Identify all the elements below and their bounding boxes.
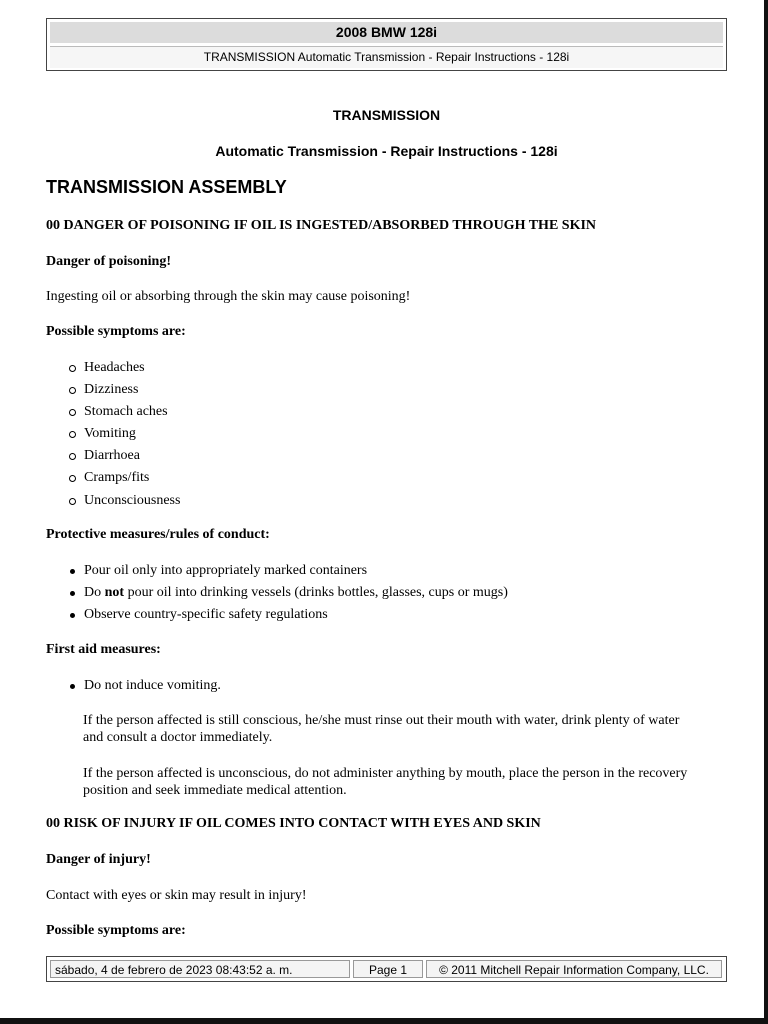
circle-bullet-icon xyxy=(69,387,76,394)
list-item: Unconsciousness xyxy=(68,491,180,513)
list-item: Do not pour oil into drinking vessels (drinks bottles, glasses, cups or mugs) xyxy=(68,583,508,605)
first-aid-unconscious-text: If the person affected is unconscious, do not administer anything by mouth, place the person in the recovery position and seek immediate medical attention. xyxy=(83,766,688,798)
list-item: Stomach aches xyxy=(68,402,180,424)
list-item: Cramps/fits xyxy=(68,468,180,490)
list-item: Diarrhoea xyxy=(68,446,180,468)
list-item: Pour oil only into appropriately marked containers xyxy=(68,561,508,583)
circle-bullet-icon xyxy=(69,365,76,372)
document-header xyxy=(46,18,727,71)
page-title: TRANSMISSION xyxy=(332,107,441,123)
circle-bullet-icon xyxy=(69,409,76,416)
section-title: TRANSMISSION ASSEMBLY xyxy=(46,177,287,197)
footer-date: sábado, 4 de febrero de 2023 08:43:52 a. m. xyxy=(50,960,350,978)
symptoms-list xyxy=(68,358,180,513)
protective-heading: Protective measures/rules of conduct: xyxy=(46,527,270,542)
circle-bullet-icon xyxy=(69,498,76,505)
page-subtitle: Automatic Transmission - Repair Instructions - 128i xyxy=(215,143,558,159)
injury-danger-label: Danger of injury! xyxy=(46,852,151,867)
page-footer xyxy=(46,956,727,982)
injury-symptoms-heading: Possible symptoms are: xyxy=(46,923,186,938)
document-subtitle: TRANSMISSION Automatic Transmission - Repair Instructions - 128i xyxy=(50,46,723,68)
list-item: Observe country-specific safety regulations xyxy=(68,605,508,627)
circle-bullet-icon xyxy=(69,453,76,460)
bullet-icon xyxy=(70,591,75,596)
list-item: Headaches xyxy=(68,358,180,380)
injury-heading: 00 RISK OF INJURY IF OIL COMES INTO CONTACT WITH EYES AND SKIN xyxy=(46,816,541,831)
vehicle-title: 2008 BMW 128i xyxy=(50,22,723,43)
injury-text: Contact with eyes or skin may result in injury! xyxy=(46,888,307,903)
first-aid-conscious-text: If the person affected is still conscious, he/she must rinse out their mouth with water, drink plenty of water and consult a doctor immediately. xyxy=(83,713,680,745)
list-item: Vomiting xyxy=(68,424,180,446)
circle-bullet-icon xyxy=(69,431,76,438)
bullet-icon xyxy=(70,684,75,689)
footer-copyright: © 2011 Mitchell Repair Information Company, LLC. xyxy=(426,960,722,978)
bullet-icon xyxy=(70,613,75,618)
first-aid-list xyxy=(68,676,221,698)
bullet-icon xyxy=(70,569,75,574)
symptoms-heading: Possible symptoms are: xyxy=(46,324,186,339)
protective-list xyxy=(68,561,508,627)
list-item: Dizziness xyxy=(68,380,180,402)
circle-bullet-icon xyxy=(69,475,76,482)
poisoning-text: Ingesting oil or absorbing through the skin may cause poisoning! xyxy=(46,289,411,304)
list-item: Do not induce vomiting. xyxy=(68,676,221,698)
footer-page-number: Page 1 xyxy=(353,960,423,978)
poisoning-danger-label: Danger of poisoning! xyxy=(46,254,171,269)
first-aid-heading: First aid measures: xyxy=(46,642,161,657)
poisoning-heading: 00 DANGER OF POISONING IF OIL IS INGESTED/ABSORBED THROUGH THE SKIN xyxy=(46,218,597,233)
